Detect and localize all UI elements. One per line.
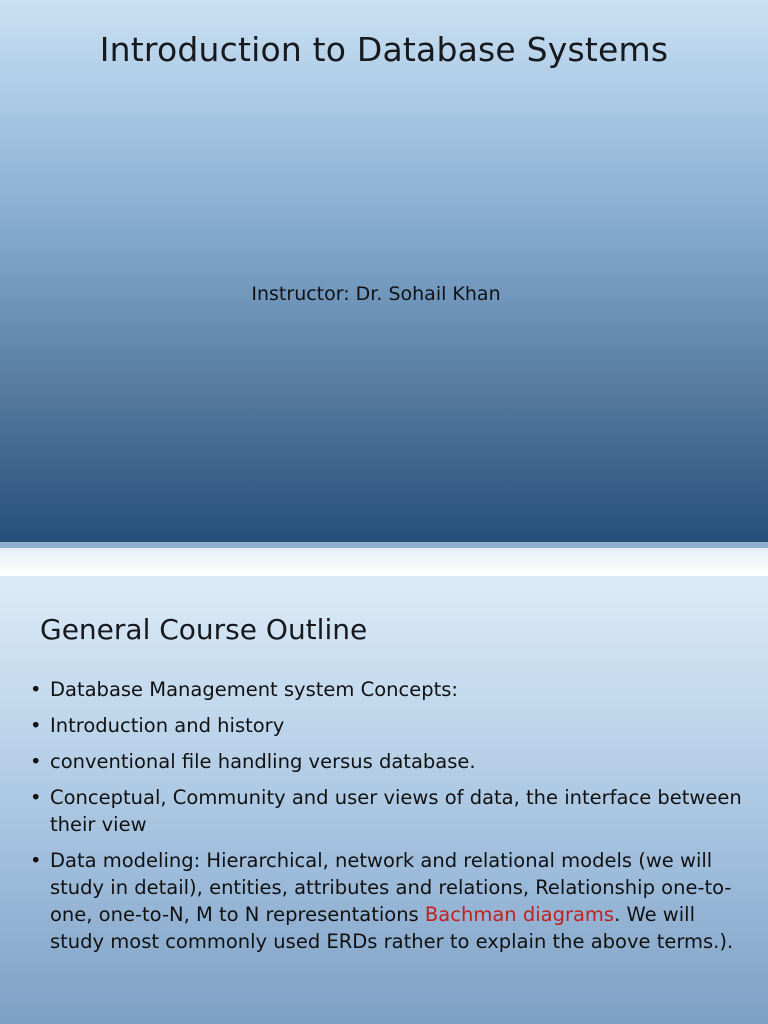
bullet-text: [50, 849, 733, 953]
slide-divider: [0, 548, 768, 576]
instructor-text: Instructor: Dr. Sohail Khan: [251, 283, 501, 305]
bullet-icon: •: [30, 714, 42, 737]
bullet-text: Introduction and history: [50, 714, 285, 737]
bullet-text: Conceptual, Community and user views of data, the interface between their view: [50, 786, 742, 836]
bullet-icon: •: [30, 750, 42, 773]
outline-bullet-list: [30, 676, 750, 964]
slide-course-outline: [0, 576, 768, 1024]
bullet-text-part: Data modeling: Hierarchical, network and relational models (we will study in detail), entities, attributes and relations, Relationship one-to-one, one-to-N, M to N representations: [50, 849, 732, 926]
bullet-item: [30, 712, 750, 739]
bullet-icon: •: [30, 849, 42, 872]
bullet-icon: •: [30, 678, 42, 701]
bullet-icon: •: [30, 786, 42, 809]
bullet-text: Database Management system Concepts:: [50, 678, 458, 701]
bullet-item: [30, 676, 750, 703]
outline-heading: General Course Outline: [40, 613, 368, 646]
bullet-text-part: . We will study most commonly used ERDs rather to explain the above terms.).: [50, 903, 734, 953]
bullet-item: [30, 847, 750, 955]
bullet-item: [30, 748, 750, 775]
slide-title-heading: Introduction to Database Systems: [99, 30, 669, 69]
bullet-text: conventional file handling versus database.: [50, 750, 476, 773]
bachman-diagrams-highlight: Bachman diagrams: [424, 903, 615, 926]
bullet-item: [30, 784, 750, 838]
